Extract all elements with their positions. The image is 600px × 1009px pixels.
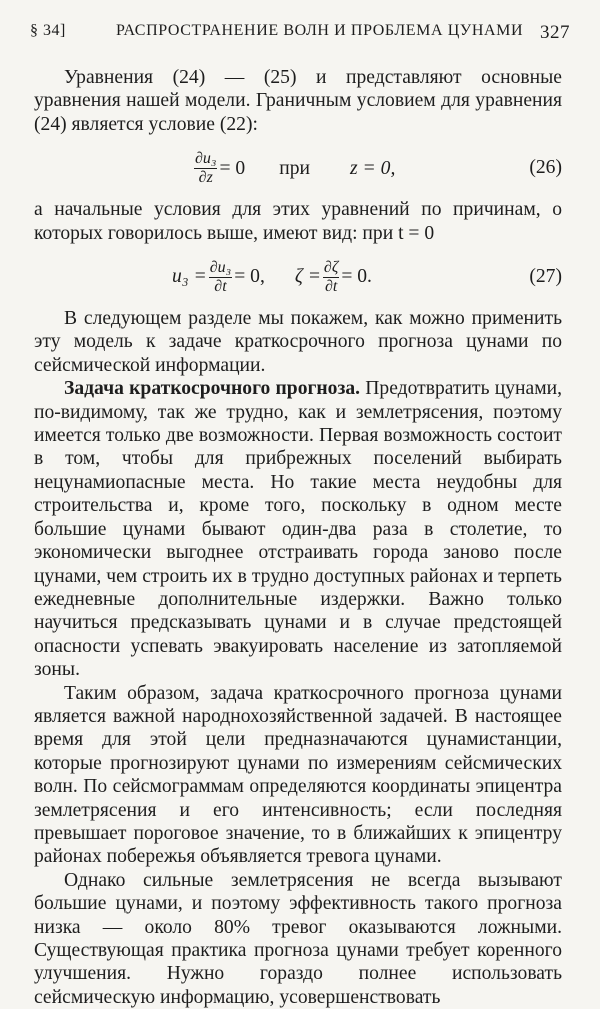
paragraph-2: а начальные условия для этих уравнений по причинам, о которых говорилось выше, имеют вид: при t = 0 xyxy=(34,199,562,244)
equation-27 xyxy=(34,249,562,305)
section-ref: § 34] xyxy=(30,22,66,39)
equation-27-number: (27) xyxy=(529,266,562,288)
paragraph-6: Однако сильные землетрясения не всегда вызывают большие цунами, и поэтому эффективность такого прогноза низка — около 80% тревог оказываются ложными. Существующая практика прогноза цунами требует коренного улучшения. Нужно гораздо полнее использовать сейсмическую информацию, усовершенствовать xyxy=(34,869,562,1008)
running-header xyxy=(30,22,570,48)
paragraph-3: В следующем разделе мы покажем, как можно применить эту модель к задаче краткосрочного прогноза цунами по сейсмической информации. xyxy=(34,308,562,376)
fraction-du3-dz: $\frac{\text{∂u₃}}{\partial z}$ xyxy=(195,149,217,186)
page-number: 327 xyxy=(540,22,570,43)
paragraph-5: Таким образом, задача краткосрочного прогноза цунами является важной народнохозяйственной задачей. В настоящее время для этой цели предназначаются цунамистанции, которые прогнозируют цунами по измерениям сейсмических волн. По сейсмограммам определяются координаты эпицентра землетрясения и его интенсивность; если последняя превышает пороговое значение, то в ближайших к эпицентру районах побережья объявляется тревога цунами. xyxy=(34,682,562,868)
paragraph-4: Задача краткосрочного прогноза. Предотвратить цунами, по-видимому, так же трудно, как и землетрясения, поэтому имеется только две возможности. Первая возможность состоит в том, чтобы для прибрежных поселений выбирать нецунамиопасные места. Но такие места неудобны для строительства и, кроме того, поскольку в одном месте большие цунами бывают один-два раза в столетие, то экономически выгоднее отстраивать города заново после цунами, чем строить их в трудно доступных районах и терпеть ежедневные дополнительные издержки. Важно только научиться предсказывать цунами и в случае предстоящей опасности успевать эвакуировать население из затопляемой зоны. xyxy=(34,378,562,681)
paragraph-4-heading: Задача краткосрочного прогноза. xyxy=(64,378,361,400)
equation-26-expression: $\frac{\text{∂u₃}}{\partial z}$ = 0 при z = 0, xyxy=(195,149,396,186)
paragraph-1: Уравнения (24) — (25) и представляют основные уравнения нашей модели. Граничным условием для уравнения (24) является условие (22): xyxy=(34,67,562,135)
page-body xyxy=(34,66,562,1009)
equation-26 xyxy=(34,140,562,196)
running-title: РАСПРОСТРАНЕНИЕ ВОЛН И ПРОБЛЕМА ЦУНАМИ xyxy=(116,22,524,39)
equation-26-number: (26) xyxy=(529,157,562,179)
fraction-du3-dt: $\frac{\text{∂u₃}}{\partial t}$ xyxy=(209,258,232,295)
equation-27-expression: u₃ = $\frac{\text{∂u₃}}{\partial t}$ = 0, ζ = $\frac{\partial\zeta}{\partial t}$ = 0. xyxy=(172,258,372,295)
fraction-dzeta-dt: $\frac{\partial\zeta}{\partial t}$ xyxy=(323,258,339,295)
